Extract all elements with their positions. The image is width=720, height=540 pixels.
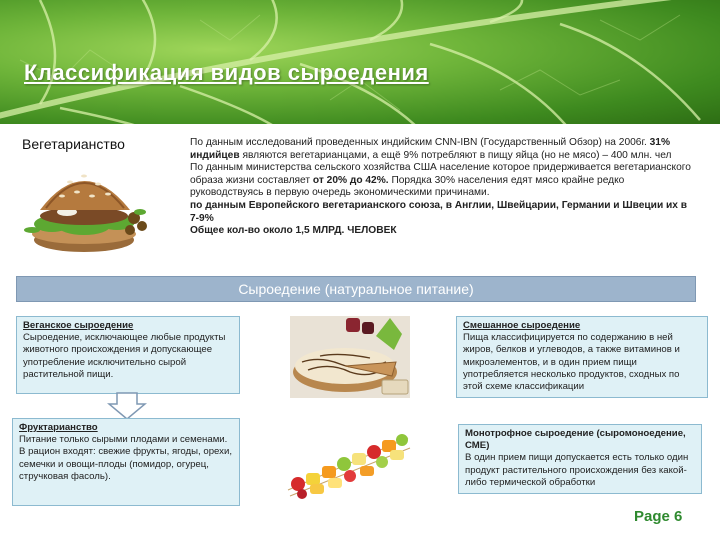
statistics-europe: по данным Европейского вегетарианского союза, в Англии, Швейцарии, Германии и Швеции их в 7-9% [190, 199, 688, 224]
raw-pie-image [290, 316, 410, 398]
vegetarian-statistics [190, 137, 698, 238]
mono-description: В один прием пищи допускается есть только один продукт растительного происхождения без какой-либо термической обработки [465, 452, 689, 488]
fruit-skewers-image [284, 418, 414, 500]
vegetarian-label: Вегетарианство [22, 136, 125, 152]
statistics-india: По данным исследований проведенных индийским CNN-IBN (Государственный Обзор) на 2006г. 31% индийцев являются вегетарианцами, а ещё 9% потребляют в пищу яйца (но не мясо) – 400 млн. чел [190, 137, 672, 161]
veggie-burger-image [22, 152, 152, 262]
header-banner [0, 0, 720, 124]
mono-raw-food-box [458, 424, 702, 494]
mixed-description: Пища классифицируется по содержанию в ней жиров, белков и углеводов, а также витаминов и микроэлементов, и в один прием пищи употребляется несколько продуктов, сходных по этой схеме классификации [463, 332, 680, 393]
raw-food-heading-bar: Сыроедение (натуральное питание) [16, 276, 696, 302]
mixed-heading: Смешанное сыроедение [463, 320, 581, 331]
fruitarianism-description: Питание только сырыми плодами и семенами. В рацион входят: свежие фрукты, ягоды, орехи, семечки и овощи-плоды (помидор, огурец, стручковая фасоль). [19, 434, 233, 482]
vegan-raw-food-box [16, 316, 240, 394]
mixed-raw-food-box [456, 316, 708, 398]
fruitarianism-box [12, 418, 240, 506]
slide-title: Классификация видов сыроедения [24, 60, 429, 85]
down-arrow-icon [107, 392, 147, 420]
mono-heading: Монотрофное сыроедение (сыромоноедение, СМЕ) [465, 428, 686, 452]
vegan-heading: Веганское сыроедение [23, 320, 134, 331]
statistics-total: Общее кол-во около 1,5 МЛРД. ЧЕЛОВЕК [190, 225, 397, 237]
statistics-usa: По данным министерства сельского хозяйства США население которое придерживается вегетарианского образа жизни составляет от 20% до 42%. Порядка 30% населения едят мясо крайне редко руководствуясь в первую очередь экономическими причинами. [190, 162, 691, 199]
fruitarianism-heading: Фруктарианство [19, 422, 98, 433]
vegan-description: Сыроедение, исключающее любые продукты животного происхождения и допускающее употребление исключительно сырой растительной пищи. [23, 332, 226, 380]
page-number: Page 6 [634, 508, 683, 525]
